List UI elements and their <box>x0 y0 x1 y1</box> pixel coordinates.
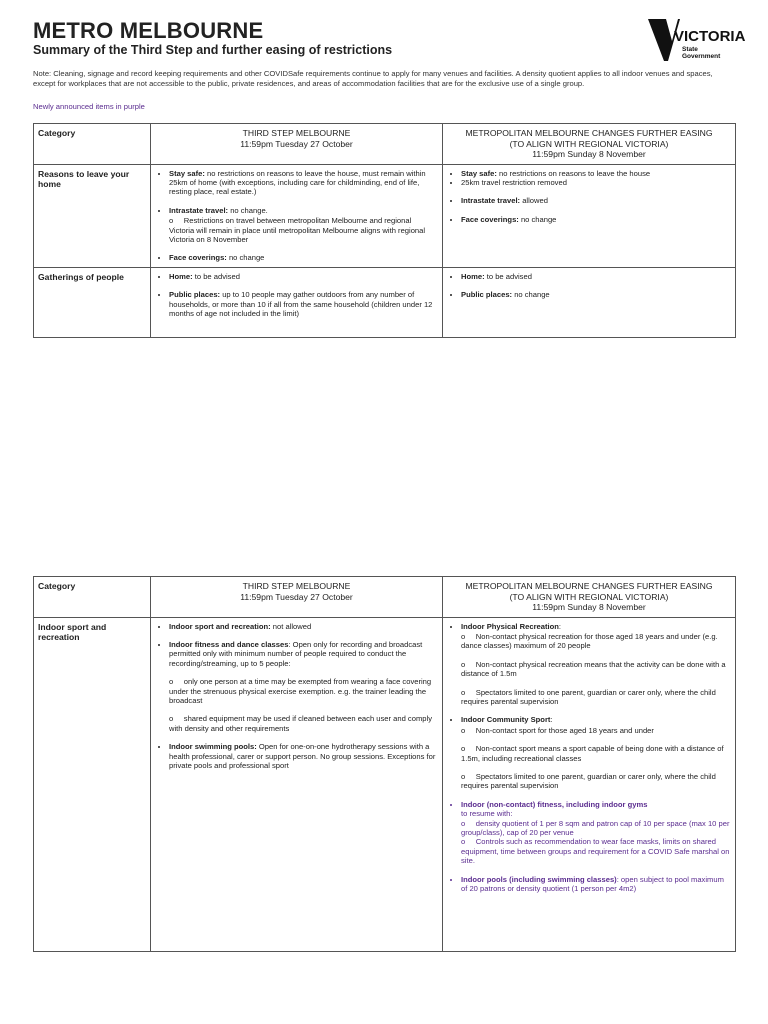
cell-indoor-sport-further: • Indoor Physical Recreation: o Non-contact physical recreation for those aged 18 years and under (e.g. dance classes) maximum of 20 people o Non-contact physical recreation means that the activity can be done with a distance of 1.5m o Spectators limited to one parent, guardian or carer only, where the child requires parental supervision • Indoor Community Sport: o Non-contact sport for those aged 18 years and under o Non-contact sport means a sport capable of being done with a distance of 1.5m, including recreational classes o Spectators limited to one parent, guardian or carer only, where the child requires parental supervision • Indoor (non-contact) fitness, including indoor gyms to resume with: o density quotient of 1 per 8 sqm and patron cap of 10 per space (max 10 per group/class), cap of 20 per venue o Controls such as recommendation to wear face masks, limits on shared equipment, time between groups and requirement for a COVID Safe marshal on site. • Indoor pools (including swimming classes): open subject to pool maximum of 20 patrons or density quotient (1 person per 4m2) <box>443 617 736 951</box>
table-row <box>34 617 736 951</box>
restrictions-table-2 <box>33 576 736 952</box>
logo-wordmark: VICTORIA <box>674 28 746 45</box>
category-gatherings: Gatherings of people <box>34 267 151 337</box>
cell-gatherings-third: • Home: to be advised • Public places: up to 10 people may gather outdoors from any number of households, or more than 10 if all from the same household (children under 12 months of age not included in the limit) <box>151 267 443 337</box>
cell-indoor-sport-third: • Indoor sport and recreation: not allowed • Indoor fitness and dance classes: Open only for recording and broadcast permitted only with minimum number of people required to conduct the recording/streaming, up to 5 people: o only one person at a time may be exempted from wearing a face covering under the strenuous physical exercise exemption. e.g. the trainer leading the broadcast o shared equipment may be used if cleaned between each user and comply with density and other requirements • Indoor swimming pools: Open for one-on-one hydrotherapy sessions with a health professional, carer or support person. No group sessions. Exceptions for private pools and professional sport <box>151 617 443 951</box>
table-header-row <box>34 577 736 618</box>
cell-gatherings-further: • Home: to be advised • Public places: no change <box>443 267 736 337</box>
category-indoor-sport: Indoor sport and recreation <box>34 617 151 951</box>
table-header-row <box>34 124 736 165</box>
page-title: METRO MELBOURNE <box>33 18 264 43</box>
table-row <box>34 164 736 267</box>
covidsafe-note: Note: Cleaning, signage and record keeping requirements and other COVIDSafe requirements continue to apply for many venues and facilities. A density quotient applies to all indoor venues and spaces, except for workplaces that are not accessible to the public, private residences, and areas of accommodation facilities that are for the exclusive use of a single group. <box>33 69 713 88</box>
logo-sub-state: State <box>682 46 698 53</box>
header-third-step: THIRD STEP MELBOURNE 11:59pm Tuesday 27 October <box>151 577 443 618</box>
header-category: Category <box>34 577 151 618</box>
header-further-easing: METROPOLITAN MELBOURNE CHANGES FURTHER EASING (TO ALIGN WITH REGIONAL VICTORIA) 11:59pm Sunday 8 November <box>443 577 736 618</box>
logo-sub-government: Government <box>682 53 721 60</box>
table-row <box>34 267 736 337</box>
restrictions-table-1 <box>33 123 736 338</box>
header-further-easing: METROPOLITAN MELBOURNE CHANGES FURTHER EASING (TO ALIGN WITH REGIONAL VICTORIA) 11:59pm Sunday 8 November <box>443 124 736 165</box>
cell-reasons-third: • Stay safe: no restrictions on reasons to leave the house, must remain within 25km of home (with exceptions, including care for childminding, end of life, resting place, real estate.) • Intrastate travel: no change. o Restrictions on travel between metropolitan Melbourne and regional Victoria will remain in place until metropolitan Melbourne aligns with regional Victoria on 8 November • Face coverings: no change <box>151 164 443 267</box>
purple-legend: Newly announced items in purple <box>33 102 145 111</box>
header-third-step: THIRD STEP MELBOURNE 11:59pm Tuesday 27 October <box>151 124 443 165</box>
victoria-state-government-logo <box>646 17 746 63</box>
cell-reasons-further: • Stay safe: no restrictions on reasons to leave the house • 25km travel restriction removed • Intrastate travel: allowed • Face coverings: no change <box>443 164 736 267</box>
page-subtitle: Summary of the Third Step and further easing of restrictions <box>33 43 393 57</box>
category-reasons: Reasons to leave your home <box>34 164 151 267</box>
header-category: Category <box>34 124 151 165</box>
